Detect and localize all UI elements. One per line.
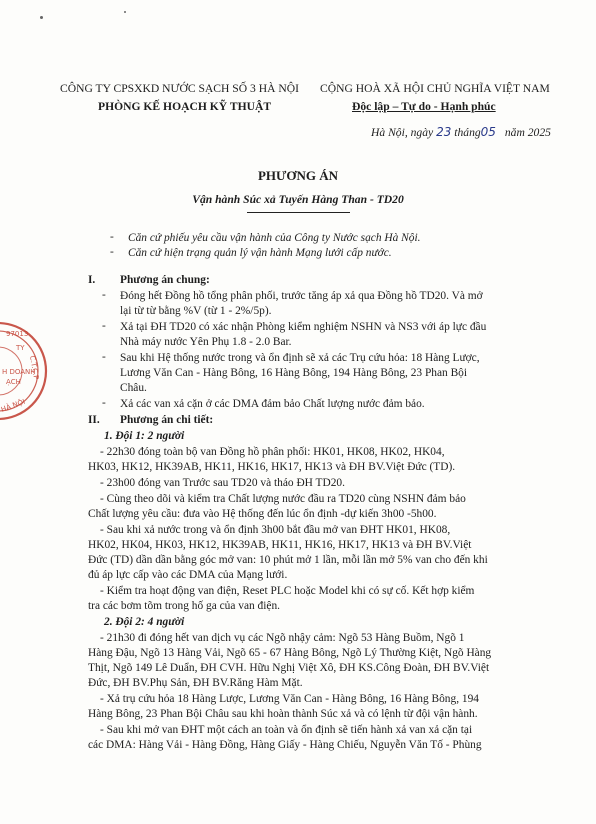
handwritten-month: 05 [480,125,496,139]
paragraph-line: Đức (TD) dần dần bằng góc mở van: 10 phút mở 1 lần, mỗi lần mở 5% van cho đến khi [88,554,488,566]
paragraph-line: - 22h30 đóng toàn bộ van Đồng hồ phân phối: HK01, HK08, HK02, HK04, [100,446,445,458]
paragraph-line: Hàng Đậu, Ngõ 13 Hàng Vải, Ngõ 65 - 67 Hàng Bông, Ngõ Lý Thường Kiệt, Ngõ Hàng [88,647,492,659]
department-name: PHÒNG KẾ HOẠCH KỸ THUẬT [98,100,272,113]
basis-line: Căn cứ hiện trạng quản lý vận hành Mạng lưới cấp nước. [128,247,392,259]
team-heading: 1. Đội 1: 2 người [104,430,185,442]
basis-line: Căn cứ phiếu yêu cầu vận hành của Công ty Nước sạch Hà Nội. [128,232,421,244]
paragraph-line: - 23h00 đóng van Trước sau TD20 và tháo ĐH TD20. [100,477,345,489]
paragraph-line: HK02, HK04, HK03, HK12, HK39AB, HK11, HK16, HK17, HK13 và ĐH BV.Việt [88,539,472,551]
list-item-line: Xả các van xả cặn ở các DMA đảm bảo Chất lượng nước đảm bảo. [120,398,425,410]
year-label: năm 2025 [504,126,551,139]
list-item-line: Xả tại ĐH TD20 có xác nhận Phòng kiểm nghiệm NSHN và NS3 với áp lực đầu [120,321,487,333]
section-heading: Phương án chung: [120,274,210,286]
paragraph-line: tra các bơm tõm trong hố ga của van điện. [88,600,281,612]
list-item-line: Châu. [120,382,147,394]
paragraph-line: - Kiểm tra hoạt động van điện, Reset PLC hoặc Model khi có sự cố. Kết hợp kiểm [100,585,475,597]
section-numeral: II. [88,414,100,426]
paragraph-line: HK03, HK12, HK39AB, HK11, HK16, HK17, HK13 và ĐH BV.Việt Đức (TD). [88,461,456,473]
list-dash: - [102,351,106,363]
basis-dash: - [110,246,114,258]
paragraph-line: Hàng Bông, 23 Phan Bội Châu sau khi hoàn thành Súc xả và có lệnh từ đội vận hành. [88,708,478,720]
paragraph-line: Thịt, Ngõ 149 Lê Duẩn, ĐH CVH. Hữu Nghị Việt Xô, ĐH KS.Công Đoàn, ĐH BV.Việt [88,662,490,674]
stamp-text: C.T.C.P [28,354,41,381]
section-heading: Phương án chi tiết: [120,414,214,426]
list-dash: - [102,289,106,301]
paragraph-line: - 21h30 đi đóng hết van dịch vụ các Ngõ nhậy cảm: Ngõ 53 Hàng Buồm, Ngõ 1 [100,632,465,644]
stamp-text: TY [16,344,25,352]
paragraph-line: Đức, ĐH BV.Phụ Sản, ĐH BV.Răng Hàm Mặt. [88,677,303,689]
document-subtitle: Vận hành Súc xả Tuyến Hàng Than - TD20 [192,193,404,206]
section-numeral: I. [88,274,96,286]
team-heading: 2. Đội 2: 4 người [104,616,185,628]
list-item-line: Lương Văn Can - Hàng Bông, 16 Hàng Bông, 194 Hàng Bông, 23 Phan Bội [120,367,468,379]
paragraph-line: - Sau khi xả nước trong và ổn định 3h00 bắt đầu mở van ĐHT HK01, HK08, [100,524,451,536]
stamp-text: ẠCH [6,378,21,386]
stamp-text: HÀ NỘI [0,397,27,414]
motto: Độc lập – Tự do - Hạnh phúc [352,100,496,113]
title-underline [247,212,350,213]
paragraph-line: - Sau khi mở van ĐHT một cách an toàn và ổn định sẽ tiến hành xả van xả cặn tại [100,724,473,736]
country-name: CỘNG HOÀ XÃ HỘI CHỦ NGHĨA VIỆT NAM [320,82,550,95]
paragraph-line: Chất lượng yêu cầu: đưa vào Hệ thống đến lúc ổn định -dự kiến 3h00 -5h00. [88,508,437,520]
date-prefix: Hà Nội, ngày [371,126,434,139]
stamp-text: H DOANH [2,368,36,376]
handwritten-day: 23 [436,125,452,139]
list-item-line: Sau khi Hệ thống nước trong và ổn định sẽ xả các Trụ cứu hỏa: 18 Hàng Lược, [120,352,480,364]
scan-speck [124,11,126,13]
company-stamp [0,316,58,426]
list-item-line: lại từ từ bằng %V (từ 1 - 2%/5p). [120,305,272,317]
stamp-text: 97013 [6,330,29,338]
list-dash: - [102,320,106,332]
date-line [371,125,551,139]
scan-speck [40,16,43,19]
basis-dash: - [110,231,114,243]
month-label: tháng [454,126,481,139]
company-name: CÔNG TY CPSXKD NƯỚC SẠCH SỐ 3 HÀ NỘI [60,82,299,95]
paragraph-line: các DMA: Hàng Vải - Hàng Đồng, Hàng Giấy - Hàng Chiếu, Nguyễn Văn Tố - Phùng [88,739,482,751]
list-item-line: Đóng hết Đồng hồ tổng phân phối, trước tăng áp xả qua Đồng hồ TD20. Và mở [120,290,483,302]
paragraph-line: đủ áp lực cấp vào các DMA của Mạng lưới. [88,569,288,581]
list-dash: - [102,397,106,409]
list-item-line: Nhà máy nước Yên Phụ 1.8 - 2.0 Bar. [120,336,292,348]
paragraph-line: - Xả trụ cứu hỏa 18 Hàng Lược, Lương Văn Can - Hàng Bông, 16 Hàng Bông, 194 [100,693,479,705]
document-title: PHƯƠNG ÁN [257,168,339,183]
paragraph-line: - Cùng theo dõi và kiểm tra Chất lượng nước đầu ra TD20 cùng NSHN đảm bảo [100,493,466,505]
